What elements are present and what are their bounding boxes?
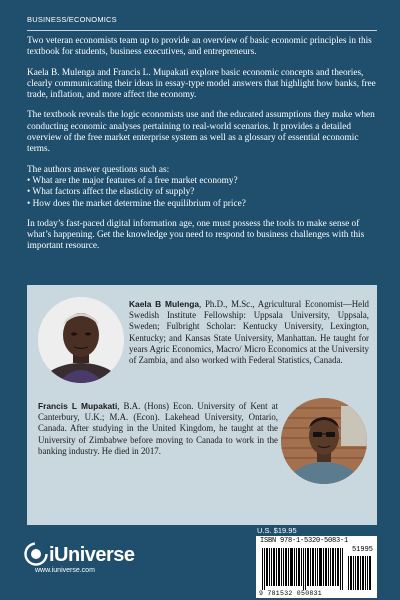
author-photo-mulenga	[38, 297, 124, 383]
isbn-number: ISBN 978-1-5320-5083-1	[260, 537, 349, 545]
blurb-paragraph-3: The textbook reveals the logic economists use and the educated assumptions they make when conducting economic analyses pertaining to real-world scenarios. It provides a detailed overview of the free market enterprise system as well as a glossary of essential economic terms.	[27, 110, 375, 155]
question-item: • What are the major features of a free market economy?	[27, 176, 379, 187]
question-item: • How does the market determine the equilibrium of price?	[27, 199, 379, 210]
iuniverse-swirl-icon	[24, 542, 48, 566]
author-name: Kaela B Mulenga	[129, 299, 200, 309]
authors-box	[27, 285, 377, 525]
barcode-number: 9 781532 050831	[259, 590, 323, 597]
price-addon-number: 51995	[351, 546, 373, 554]
author-name: Francis L Mupakati	[38, 401, 118, 411]
publisher-logo	[24, 542, 134, 578]
questions-intro: The authors answer questions such as:	[27, 164, 170, 175]
publisher-name: iUniverse	[49, 544, 135, 566]
isbn-barcode-box	[256, 536, 377, 598]
blurb-paragraph-1: Two veteran economists team up to provide an overview of basic economic principles in this textbook for students, business executives, and entrepreneurs.	[27, 36, 372, 58]
author-bio-mupakati	[38, 401, 278, 457]
price: U.S. $19.95	[257, 526, 297, 535]
author-bio-mulenga	[129, 299, 369, 366]
divider	[27, 30, 377, 31]
category-label: BUSINESS/ECONOMICS	[27, 15, 117, 24]
blurb-paragraph-2: Kaela B. Mulenga and Francis L. Mupakati explore basic economic concepts and theories, clearly communicating their ideas in essay-type model answers that highlight how banks, free trade, inflation, and more affect the economy.	[27, 67, 376, 101]
questions-list	[27, 176, 379, 210]
blurb-paragraph-5: In today’s fast-paced digital information age, one must possess the tools to make sense of what’s happening. Get the knowledge you need to respond to business challenges with this important resource.	[27, 218, 365, 252]
author-bio-text: , B.A. (Hons) Econ. University of Kent at Canterbury, U.K.; M.A. (Econ). Lakehead University, Ontario, Canada. After studying in the United Kingdom, he taught at the University of Zimbabwe before moving to Canada to work in the banking industry. He died in 2017.	[38, 401, 278, 456]
publisher-url: www.iuniverse.com	[35, 567, 95, 574]
blurb	[27, 36, 379, 262]
question-item: • What factors affect the elasticity of supply?	[27, 187, 379, 198]
author-photo-mupakati	[281, 398, 367, 484]
author-bio-text: , Ph.D., M.Sc., Agricultural Economist—Held Swedish Institute Fellowship: Uppsala University, Uppsala, Sweden; Fulbright Scholar: Kentucky University, Lexington, Kentucky; and Kansas State University, Manhattan. He taught for years Agric Economics, Macro/ Micro Economics at the University of Zambia, and also worked with Federal Statistics, Canada.	[129, 299, 369, 366]
